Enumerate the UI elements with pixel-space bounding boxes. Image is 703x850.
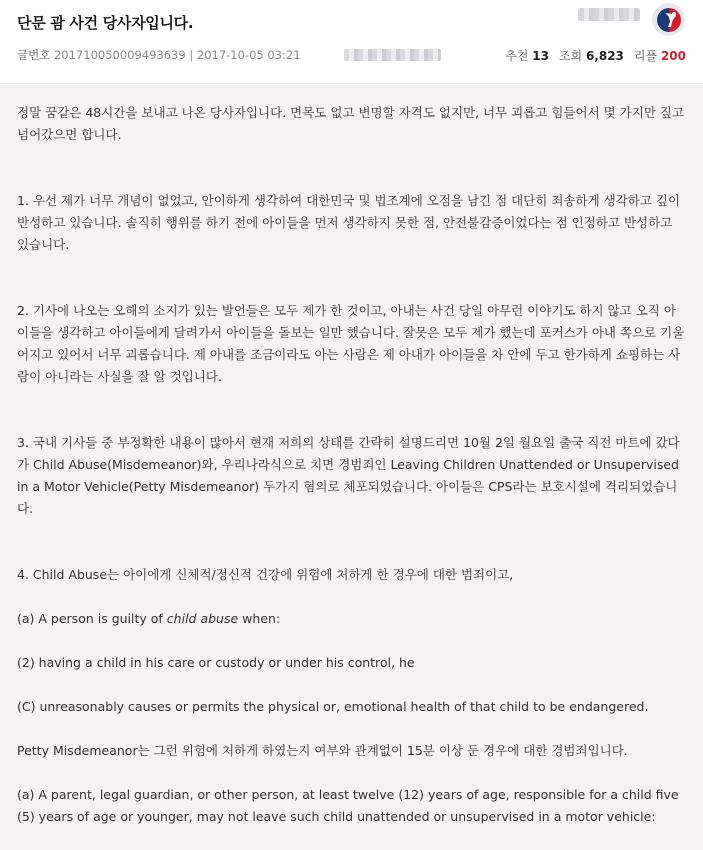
team-logo-icon [652,3,685,36]
post-number: 201710050009493639 [53,48,186,62]
post-number-line [17,47,301,63]
paragraph-intro: 정말 꿈같은 48시간을 보내고 나온 당사자입니다. 면목도 없고 변명할 자격도 없지만, 너무 괴롭고 힘들어서 몇 가지만 짚고 넘어갔으면 합니다. [17,105,685,142]
post-title: 단문 괌 사건 당사자입니다. [17,14,194,32]
replies-label: 리플 [633,49,658,63]
paragraph-4: 4. Child Abuse는 아이에게 신체적/정신적 건강에 위험에 처하게 한 경우에 대한 범죄이고, [17,567,514,582]
views-count: 6,823 [585,49,624,63]
ip-blurred [344,49,441,61]
paragraph-2: 2. 기사에 나오는 오해의 소지가 있는 발언들은 모두 제가 한 것이고, 아내는 사건 당일 아무런 이야기도 하지 않고 오직 아이들을 생각하고 아이들에게 달려가서 아이들을 돌보는 일만 했습니다. 잘못은 모두 제가 했는데 포커스가 아내 쪽으로 기울어지고 있어서 너무 괴롭습니다. 제 아내를 조금이라도 아는 사람은 제 아내가 아이들을 차 안에 두고 한가하게 쇼핑하는 사람이 아니라는 사실을 잘 알 것입니다. [17,303,685,384]
post-body [0,85,703,850]
author-nickname-blurred[interactable] [578,8,640,21]
replies-count[interactable]: 200 [660,49,686,63]
post-number-label: 글번호 [17,48,51,62]
statute-a-term: child abuse [166,611,239,626]
post-meta [17,47,686,63]
statute-2: (2) having a child in his care or custody or under his control, he [17,655,415,670]
paragraph-1: 1. 우선 제가 너무 개념이 없었고, 안이하게 생각하여 대한민국 및 법조계에 오점을 남긴 점 대단히 죄송하게 생각하고 깊이 반성하고 있습니다. 솔직히 행위를 하기 전에 아이들을 먼저 생각하지 못한 점, 안전불감증이었다는 점 인정하고 반성하고 있습니다. [17,193,681,252]
post-datetime: 2017-10-05 03:21 [196,48,301,62]
meta-separator: | [189,48,194,62]
post-header [0,0,703,84]
post-stats [505,47,686,64]
recommend-count: 13 [532,49,549,63]
recommend-label: 추천 [505,49,529,63]
statute-a-post: when: [238,611,281,626]
statute-a [17,608,687,630]
statute-c: (C) unreasonably causes or permits the physical or, emotional health of that child to be endangered. [17,699,649,714]
statute-petty-a: (a) A parent, legal guardian, or other person, at least twelve (12) years of age, responsible for a child five (5) years of age or younger, may not leave such child unattended or unsupervised in a motor vehicle: [17,787,679,824]
paragraph-petty-misdemeanor: Petty Misdemeanor는 그런 위험에 처하게 하였는지 여부와 관계없이 15분 이상 둔 경우에 대한 경범죄입니다. [17,743,628,758]
views-label: 조회 [558,49,583,63]
paragraph-3: 3. 국내 기사들 중 부정확한 내용이 많아서 현재 저희의 상태를 간략히 설명드리면 10월 2일 월요일 출국 직전 마트에 갔다가 Child Abuse(Misdemeanor)와, 우리나라식으로 치면 경범죄인 Leaving Children Unattended or Unsupervised in a Motor Vehicle(Petty Misdemeanor) 두가지 혐의로 체포되었습니다. 아이들은 CPS라는 보호시설에 격리되었습니다. [17,435,680,516]
statute-a-pre: (a) A person is guilty of [17,611,167,626]
